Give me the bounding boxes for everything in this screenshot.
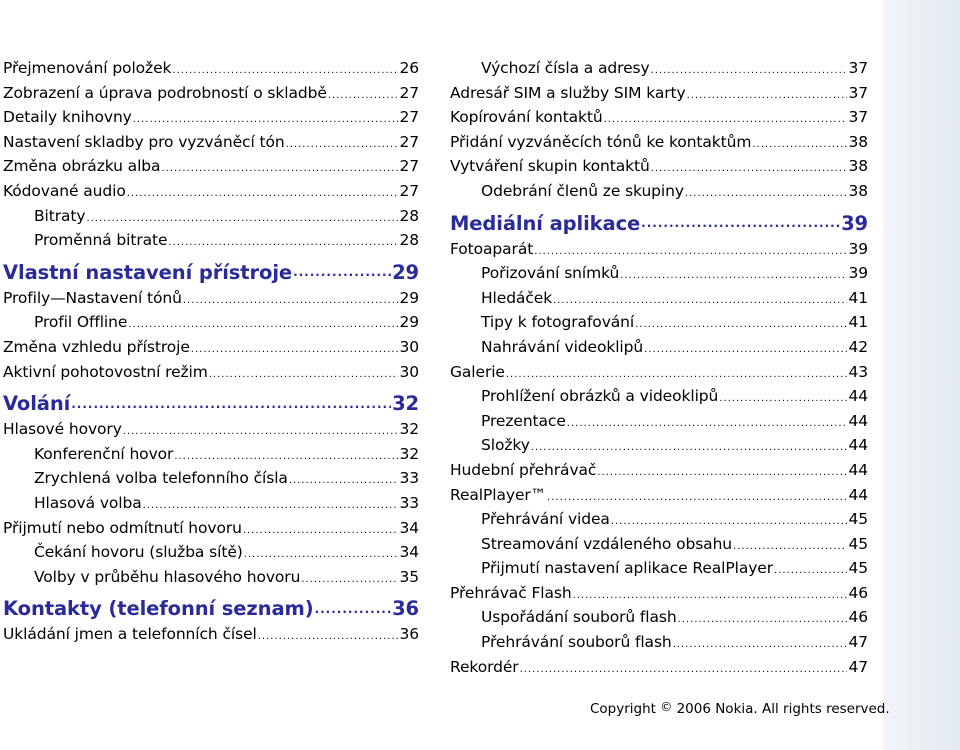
toc-entry-page: 29	[399, 313, 419, 332]
toc-entry[interactable]	[3, 231, 419, 256]
copyright-text: 2006 Nokia. All rights reserved.	[676, 701, 890, 717]
toc-entry-page: 34	[399, 518, 419, 537]
dot-leader	[635, 319, 847, 330]
toc-entry-title: Změna vzhledu přístroje	[3, 337, 190, 356]
toc-entry[interactable]	[450, 338, 868, 363]
toc-entry-page: 37	[848, 108, 868, 127]
dot-leader	[191, 344, 399, 355]
toc-entry[interactable]	[450, 84, 868, 109]
toc-entry-title: Zobrazení a úprava podrobností o skladbě	[3, 83, 327, 102]
toc-entry-title: Změna obrázku alba	[3, 157, 161, 176]
dot-leader	[172, 65, 398, 76]
toc-entry-title: Pořizování snímků	[481, 264, 620, 283]
toc-entry-page: 27	[399, 157, 419, 176]
toc-entry-title: Přehrávač Flash	[450, 583, 572, 602]
toc-entry-page: 44	[848, 436, 868, 455]
toc-entry-page: 33	[399, 469, 419, 488]
toc-entry[interactable]	[450, 510, 868, 535]
dot-leader	[673, 639, 848, 650]
toc-entry-title: Přijmutí nastavení aplikace RealPlayer	[481, 559, 774, 578]
toc-entry[interactable]	[3, 84, 419, 109]
toc-entry-title: Odebrání členů ze skupiny	[481, 181, 684, 200]
toc-entry-page: 41	[848, 288, 868, 307]
dot-leader	[752, 139, 847, 150]
toc-entry-page: 39	[841, 211, 868, 235]
toc-entry-page: 30	[399, 362, 419, 381]
toc-entry-title: Profil Offline	[34, 313, 128, 332]
toc-entry-title: Fotoaparát	[450, 239, 534, 258]
toc-entry-page: 32	[399, 444, 419, 463]
toc-entry-title: Přehrávání souborů flash	[481, 633, 672, 652]
toc-entry-page: 27	[399, 83, 419, 102]
toc-entry[interactable]	[450, 559, 868, 584]
toc-left-column	[3, 59, 419, 650]
dot-leader	[774, 565, 847, 576]
toc-entry[interactable]	[450, 412, 868, 437]
toc-entry[interactable]	[3, 568, 419, 593]
toc-entry[interactable]	[450, 436, 868, 461]
toc-entry[interactable]	[450, 584, 868, 609]
toc-entry-page: 37	[848, 83, 868, 102]
toc-entry-title: Přehrávání videa	[481, 510, 610, 529]
toc-entry-title: Bitraty	[34, 206, 86, 225]
toc-entry-page: 27	[399, 181, 419, 200]
toc-entry-page: 46	[848, 608, 868, 627]
toc-entry-page: 45	[848, 534, 868, 553]
toc-entry[interactable]	[450, 264, 868, 289]
toc-entry-page: 32	[392, 392, 419, 416]
toc-entry-page: 47	[848, 657, 868, 676]
toc-entry-title: Rekordér	[450, 657, 519, 676]
toc-entry-title: Volání	[3, 392, 71, 416]
toc-entry-page: 36	[392, 597, 419, 621]
toc-entry[interactable]	[450, 108, 868, 133]
toc-entry-page: 28	[399, 206, 419, 225]
toc-entry-title: Vlastní nastavení přístroje	[3, 260, 293, 284]
dot-leader	[127, 188, 399, 199]
toc-entry-page: 39	[848, 239, 868, 258]
dot-leader	[128, 319, 398, 330]
dot-leader	[183, 295, 399, 306]
toc-entry-page: 30	[399, 337, 419, 356]
toc-entry-page: 47	[848, 633, 868, 652]
toc-entry[interactable]	[3, 543, 419, 568]
toc-entry-title: Streamování vzdáleného obsahu	[481, 534, 733, 553]
toc-entry-title: Vytváření skupin kontaktů	[450, 157, 650, 176]
toc-entry-title: Přejmenování položek	[3, 59, 172, 77]
dot-leader	[641, 216, 840, 230]
toc-entry-title: Konferenční hovor	[34, 444, 174, 463]
dot-leader	[289, 475, 399, 486]
dot-leader	[286, 139, 399, 150]
toc-entry[interactable]	[3, 182, 419, 207]
toc-entry-page: 38	[848, 181, 868, 200]
toc-entry-page: 33	[399, 493, 419, 512]
toc-entry[interactable]	[3, 133, 419, 158]
toc-section-heading[interactable]	[3, 592, 419, 625]
dot-leader	[301, 574, 398, 585]
toc-section-heading[interactable]	[3, 256, 419, 289]
dot-leader	[531, 442, 848, 453]
dot-leader	[678, 614, 848, 625]
toc-entry-page: 26	[399, 59, 419, 77]
toc-entry-title: Zrychlená volba telefonního čísla	[34, 469, 288, 488]
toc-entry[interactable]	[450, 608, 868, 633]
toc-entry-page: 27	[399, 132, 419, 151]
dot-leader	[520, 664, 848, 675]
dot-leader	[315, 602, 392, 616]
toc-entry-page: 43	[848, 362, 868, 381]
dot-leader	[328, 90, 399, 101]
toc-entry-page: 45	[848, 559, 868, 578]
toc-entry-title: Výchozí čísla a adresy	[481, 59, 650, 77]
toc-entry[interactable]	[450, 486, 868, 511]
toc-section-heading[interactable]	[450, 207, 868, 240]
toc-entry-title: Hlasová volba	[34, 493, 142, 512]
toc-entry-title: Volby v průběhu hlasového hovoru	[34, 567, 301, 586]
dot-leader	[553, 295, 847, 306]
toc-entry[interactable]	[3, 157, 419, 182]
toc-entry[interactable]	[450, 535, 868, 560]
toc-entry-title: Detaily knihovny	[3, 108, 132, 127]
dot-leader	[293, 265, 391, 279]
toc-entry-page: 27	[399, 108, 419, 127]
toc-entry-title: Kopírování kontaktů	[450, 108, 603, 127]
toc-entry[interactable]	[3, 207, 419, 232]
toc-entry[interactable]	[3, 519, 419, 544]
dot-leader	[733, 541, 847, 552]
dot-leader	[174, 451, 398, 462]
toc-entry[interactable]	[450, 461, 868, 486]
toc-entry[interactable]	[450, 313, 868, 338]
toc-entry-title: Ukládání jmen a telefonních čísel	[3, 625, 257, 644]
toc-entry-page: 28	[399, 231, 419, 250]
toc-entry-page: 44	[848, 387, 868, 406]
dot-leader	[506, 369, 848, 380]
toc-entry-title: Prohlížení obrázků a videoklipů	[481, 387, 719, 406]
toc-entry-title: Profily—Nastavení tónů	[3, 288, 182, 307]
toc-entry[interactable]	[3, 338, 419, 363]
dot-leader	[258, 631, 399, 642]
toc-entry-page: 44	[848, 411, 868, 430]
side-strip	[880, 0, 960, 750]
toc-entry-page: 45	[848, 510, 868, 529]
dot-leader	[133, 114, 399, 125]
toc-entry[interactable]	[3, 289, 419, 314]
toc-entry-page: 38	[848, 157, 868, 176]
toc-entry-title: Kódované audio	[3, 181, 126, 200]
toc-entry-page: 42	[848, 337, 868, 356]
toc-entry[interactable]	[3, 59, 419, 84]
toc-entry[interactable]	[3, 363, 419, 388]
toc-entry-page: 44	[848, 485, 868, 504]
toc-entry-title: Nastavení skladby pro vyzváněcí tón	[3, 132, 285, 151]
copyright-prefix: Copyright	[590, 701, 656, 717]
toc-section-heading[interactable]	[3, 387, 419, 420]
dot-leader	[123, 426, 399, 437]
toc-entry-title: Složky	[481, 436, 530, 455]
toc-entry[interactable]	[3, 625, 419, 650]
toc-entry[interactable]	[450, 157, 868, 182]
dot-leader	[620, 270, 847, 281]
toc-entry-page: 36	[399, 625, 419, 644]
dot-leader	[651, 163, 848, 174]
copyright-symbol: ©	[660, 700, 673, 714]
dot-leader	[567, 418, 848, 429]
toc-entry[interactable]	[450, 289, 868, 314]
dot-leader	[209, 369, 399, 380]
side-strip-line	[880, 0, 883, 750]
dot-leader	[719, 393, 847, 404]
toc-entry-title: Galerie	[450, 362, 505, 381]
toc-entry-page: 38	[848, 132, 868, 151]
toc-entry[interactable]	[450, 633, 868, 658]
toc-entry-title: Adresář SIM a služby SIM karty	[450, 83, 686, 102]
dot-leader	[597, 467, 847, 478]
toc-entry-title: Aktivní pohotovostní režim	[3, 362, 208, 381]
dot-leader	[651, 65, 848, 76]
toc-entry-page: 29	[399, 288, 419, 307]
toc-entry-page: 34	[399, 543, 419, 562]
toc-entry-page: 46	[848, 583, 868, 602]
toc-entry[interactable]	[450, 658, 868, 683]
toc-entry-title: Čekání hovoru (služba sítě)	[34, 543, 243, 562]
toc-entry[interactable]	[450, 387, 868, 412]
toc-entry-page: 29	[392, 260, 419, 284]
toc-entry[interactable]	[450, 133, 868, 158]
dot-leader	[604, 114, 848, 125]
toc-entry-title: Hlasové hovory	[3, 420, 122, 439]
toc-entry[interactable]	[3, 313, 419, 338]
toc-entry-title: Proměnná bitrate	[34, 231, 168, 250]
dot-leader	[243, 525, 399, 536]
dot-leader	[547, 492, 847, 503]
toc-entry-title: Uspořádání souborů flash	[481, 608, 677, 627]
toc-entry-page: 44	[848, 460, 868, 479]
toc-entry[interactable]	[3, 469, 419, 494]
toc-entry-page: 37	[848, 59, 868, 77]
dot-leader	[573, 590, 848, 601]
dot-leader	[687, 90, 848, 101]
toc-entry-page: 35	[399, 567, 419, 586]
dot-leader	[244, 549, 399, 560]
copyright-notice	[590, 700, 890, 717]
toc-entry-title: Tipy k fotografování	[481, 313, 635, 332]
toc-entry-title: Prezentace	[481, 411, 566, 430]
toc-entry[interactable]	[450, 363, 868, 388]
dot-leader	[86, 213, 398, 224]
toc-entry-title: Mediální aplikace	[450, 211, 641, 235]
toc-entry[interactable]	[3, 420, 419, 445]
toc-entry[interactable]	[450, 240, 868, 265]
dot-leader	[644, 344, 847, 355]
dot-leader	[534, 246, 847, 257]
dot-leader	[143, 500, 399, 511]
dot-leader	[168, 237, 398, 248]
toc-entry-page: 41	[848, 313, 868, 332]
toc-entry[interactable]	[450, 59, 868, 84]
toc-entry[interactable]	[3, 494, 419, 519]
toc-entry[interactable]	[450, 182, 868, 207]
toc-entry-title: Kontakty (telefonní seznam)	[3, 597, 314, 621]
dot-leader	[71, 397, 391, 411]
dot-leader	[161, 163, 398, 174]
toc-right-column	[450, 59, 868, 682]
dot-leader	[611, 516, 848, 527]
toc-entry-page: 32	[399, 420, 419, 439]
toc-entry-title: RealPlayer™	[450, 485, 547, 504]
toc-entry-title: Přidání vyzváněcích tónů ke kontaktům	[450, 132, 752, 151]
toc-entry-title: Hledáček	[481, 288, 553, 307]
toc-entry-page: 39	[848, 264, 868, 283]
toc-entry[interactable]	[3, 108, 419, 133]
toc-entry[interactable]	[3, 445, 419, 470]
dot-leader	[685, 188, 848, 199]
toc-entry-title: Nahrávání videoklipů	[481, 337, 644, 356]
toc-entry-title: Hudební přehrávač	[450, 460, 597, 479]
toc-entry-title: Přijmutí nebo odmítnutí hovoru	[3, 518, 242, 537]
